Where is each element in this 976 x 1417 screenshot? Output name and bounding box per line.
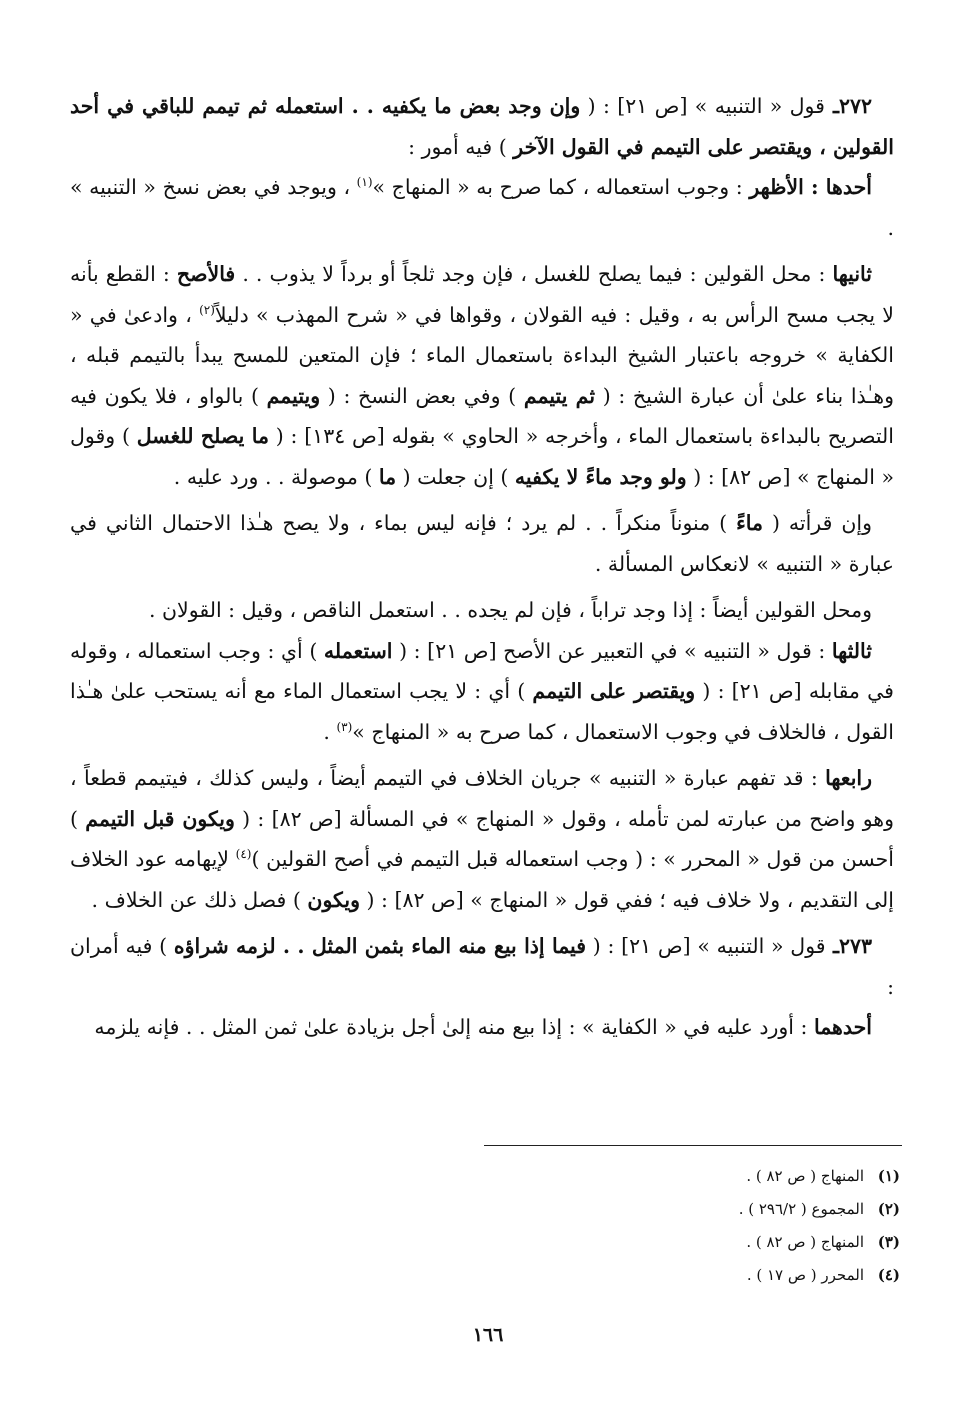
bold-text-run: استعمله <box>323 638 393 663</box>
bold-text-run: ما <box>378 464 397 489</box>
bold-text-run: أحدهما <box>813 1015 872 1039</box>
bold-text-run: الأظهر <box>749 175 804 199</box>
paragraph-first-of-two <box>70 1007 894 1048</box>
text-run: : محل القولين : فيما يصلح للغسل ، فإن وجد ثلجاً أو برداً لا يذوب . . <box>235 262 833 286</box>
text-run: ) أي : وجب استعماله ، وقوله في مقابله [ص ٢١] : ( <box>70 638 894 703</box>
text-run: ) أحسن من قول « المحرر » : ( وجب استعماله قبل التيمم في أصح القولين ) <box>70 806 894 871</box>
paragraph-third-issue <box>70 631 894 753</box>
main-text <box>70 86 894 1048</box>
footnote-reference[interactable]: (١) <box>356 175 373 190</box>
footnote-number: (٢) <box>877 1200 900 1218</box>
footnote-number: (١) <box>877 1167 900 1185</box>
text-run: ) فيه أمران : <box>70 934 894 999</box>
bold-text-run: ثم يتيمم <box>523 383 596 408</box>
bold-text-run: ويكون قبل التيمم <box>85 806 235 831</box>
paragraph-reading-variant <box>70 503 894 584</box>
text-run: : قد تفهم عبارة « التنبيه » جريان الخلاف في التيمم أيضاً ، وليس كذلك ، فيتيمم قطعاً ، وهو واضح من عبارته لمن تأمله ، وقول « المنهاج » في المسألة [ص ٨٢] : ( <box>70 766 895 831</box>
bold-text-run: وإن وجد بعض ما يكفيه . . استعمله ثم تيمم للباقي في أحد القولين ، ويقتصر على التيمم في القول الآخر <box>70 94 894 159</box>
text-run: : القطع بأنه لا يجب مسح الرأس به ، وقيل : فيه القولان ، وقواها في « شرح المهذب » دليلاً <box>70 262 894 327</box>
footnote-separator <box>484 1145 902 1146</box>
paragraph-272 <box>70 86 894 167</box>
bold-text-run: ٢٧٢ـ <box>824 94 872 118</box>
page-number: ١٦٦ <box>472 1324 504 1346</box>
text-run: ومحل القولين أيضاً : إذا وجد تراباً ، فإن لم يجده . . استعمل الناقص ، وقيل : القولان . <box>148 598 872 622</box>
text-run: ، ويوجد في بعض نسخ « التنبيه » . <box>70 175 894 240</box>
text-run: قول « التنبيه » [ص ٢١] : ( <box>586 934 826 958</box>
text-run: : أورد عليه في « الكفاية » : إذا بيع منه إلىٰ أجل بزيادة علىٰ ثمن المثل . . فإنه يلزمه <box>94 1015 814 1039</box>
paragraph-second-issue <box>70 254 894 497</box>
bold-text-run: ثالثها <box>831 638 873 663</box>
footnote-number: (٤) <box>877 1266 900 1284</box>
paragraph-scope-of-two-opinions <box>70 590 894 631</box>
bold-text-run: ما يصلح للغسل <box>136 424 269 448</box>
bold-text-run: ماءً <box>736 511 763 535</box>
paragraph-first-issue <box>70 167 894 248</box>
footnotes <box>480 1160 900 1292</box>
paragraph-273 <box>70 926 894 1007</box>
text-run: . <box>323 719 337 744</box>
footnote-text: المجموع ( ٢٩٦/٢ ) . <box>738 1200 864 1218</box>
text-run: لإيهامه عود الخلاف إلى التقديم ، ولا خلاف فيه ؛ ففي قول « المنهاج » [ص ٨٢] : ( <box>70 847 894 912</box>
footnote-reference[interactable]: (٤) <box>235 847 252 862</box>
text-run: ) وقول « المنهاج » [ص ٨٢] : ( <box>70 424 894 489</box>
text-run: ) بالواو ، فلا يكون فيه التصريح بالبداءة باستعمال الماء ، وأخرجه « الحاوي » بقوله [ص ١٣٤] : ( <box>70 383 894 448</box>
footnote-2 <box>480 1193 900 1226</box>
footnote-1 <box>480 1160 900 1193</box>
text-run: وإن قرأته ( <box>763 511 872 535</box>
text-run: ) أي : لا يجب استعمال الماء مع أنه يستحب علىٰ هـٰذا القول ، فالخلاف في وجوب الاستعمال ، كما صرح به « المنهاج » <box>70 679 894 744</box>
text-run: ) منوناً منكراً . . لم يرد ؛ فإنه ليس بماء ، ولا يصح هـٰذا الاحتمال الثاني في عبارة « التنبيه » لانعكاس المسألة . <box>70 511 894 576</box>
text-run: : وجوب استعماله ، كما صرح به « المنهاج » <box>372 175 750 199</box>
text-run: ) وفي بعض النسخ : ( <box>320 383 524 408</box>
bold-text-run: ولو وجد ماءً لا يكفيه <box>514 464 687 489</box>
bold-text-run: أحدها : <box>803 175 872 199</box>
bold-text-run: رابعها <box>825 766 872 790</box>
text-run: ) فصل ذلك عن الخلاف . <box>91 887 308 912</box>
footnote-text: المنهاج ( ص ٨٢ ) . <box>746 1233 864 1251</box>
text-run: ) موصولة . . ورد عليه . <box>173 464 379 489</box>
footnote-4 <box>480 1259 900 1292</box>
paragraph-fourth-issue <box>70 758 894 920</box>
bold-text-run: فيما إذا بيع منه الماء بثمن المثل . . لزمه شراؤه <box>173 934 587 958</box>
bold-text-run: ويقتصر على التيمم <box>532 679 696 703</box>
footnote-3 <box>480 1226 900 1259</box>
footnote-text: المحرر ( ص ١٧ ) . <box>746 1266 864 1284</box>
footnote-text: المنهاج ( ص ٨٢ ) . <box>746 1167 864 1185</box>
footnote-number: (٣) <box>877 1233 900 1251</box>
bold-text-run: ثانيها <box>832 262 872 286</box>
bold-text-run: ٢٧٣ـ <box>825 934 873 958</box>
bold-text-run: ويكون <box>307 887 360 912</box>
text-run: : قول « التنبيه » في التعبير عن الأصح [ص ٢١] : ( <box>392 638 832 663</box>
text-run: قول « التنبيه » [ص ٢١] : ( <box>580 94 825 118</box>
footnote-reference[interactable]: (٢) <box>199 302 215 317</box>
bold-text-run: ويتيمم <box>266 383 321 408</box>
text-run: ) إن جعلت ( <box>396 464 515 489</box>
bold-text-run: فالأصح <box>176 262 236 286</box>
text-run: ، وادعىٰ في « الكفاية » خروجه باعتبار الشيخ البداءة باستعمال الماء ؛ فإن المتعين للمسح يبدأ بالتيمم قبله ، وهـٰذا بناء علىٰ أن عبارة الشيخ : ( <box>70 302 895 408</box>
text-run: ) فيه أمور : <box>408 134 514 159</box>
footnote-reference[interactable]: (٣) <box>336 719 353 734</box>
